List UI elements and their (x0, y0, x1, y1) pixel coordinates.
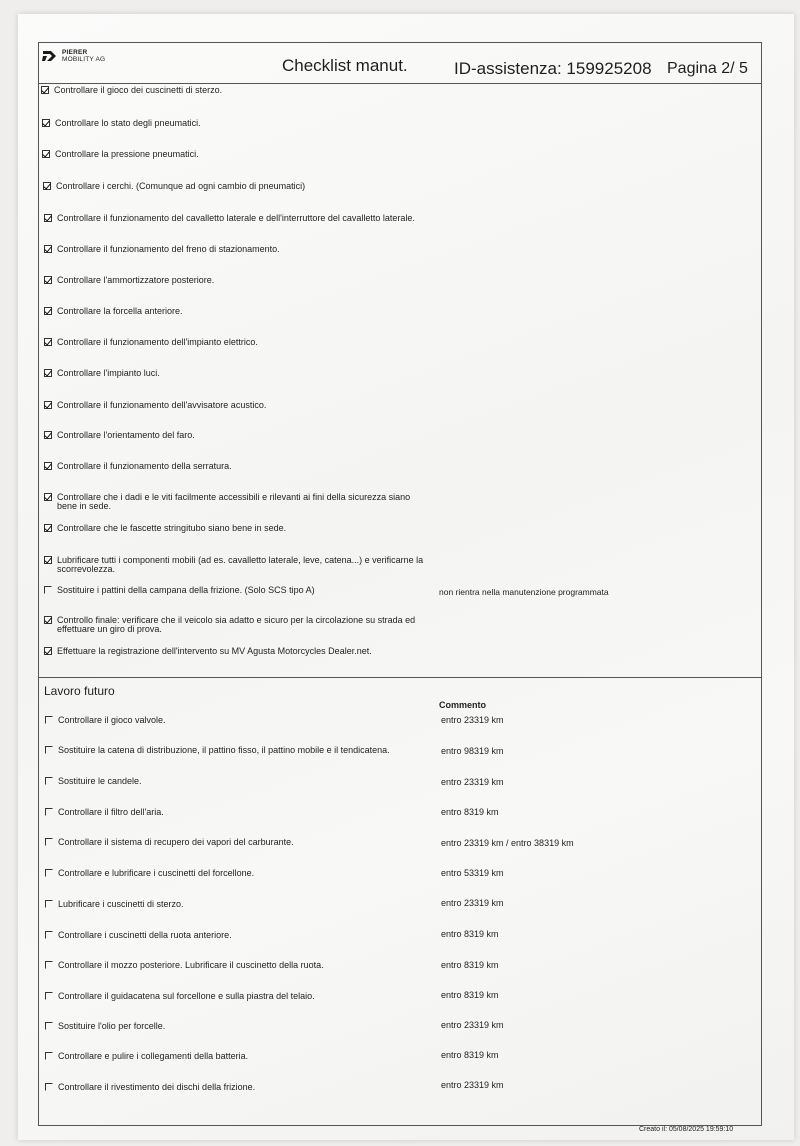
checkbox-icon[interactable] (44, 462, 52, 470)
checklist-item (44, 338, 258, 347)
checklist-item (44, 431, 195, 440)
logo-arrow-icon (42, 48, 58, 64)
future-work-comment: entro 8319 km (441, 807, 499, 817)
checkbox-icon[interactable] (44, 524, 52, 532)
checklist-item (44, 401, 266, 410)
checkbox-icon[interactable] (44, 245, 52, 253)
future-work-item (45, 777, 142, 786)
future-work-item-text: Controllare il gioco valvole. (58, 715, 166, 725)
checklist-item-text: Controllare il funzionamento del cavalletto laterale e dell'interruttore del cavalletto laterale. (57, 213, 415, 223)
checkbox-icon[interactable] (44, 431, 52, 439)
checklist-item-text: Effettuare la registrazione dell'intervento su MV Agusta Motorcycles Dealer.net. (57, 646, 372, 656)
checkbox-icon[interactable] (45, 746, 53, 754)
checkbox-icon[interactable] (44, 401, 52, 409)
checkbox-icon[interactable] (42, 150, 50, 158)
checklist-item (44, 586, 315, 595)
checklist-item (42, 119, 201, 128)
checklist-item-text: Controllare che i dadi e le viti facilmente accessibili e rilevanti ai fini della sicurezza siano bene in sede. (57, 492, 411, 511)
future-work-item (45, 900, 184, 909)
checkbox-icon[interactable] (43, 182, 51, 190)
future-work-comment: entro 23319 km (441, 898, 504, 908)
future-work-comment: entro 8319 km (441, 1050, 499, 1060)
future-work-item (45, 838, 294, 847)
checkbox-icon[interactable] (44, 493, 52, 501)
checkbox-icon[interactable] (44, 276, 52, 284)
checkbox-icon[interactable] (45, 1022, 53, 1030)
future-work-item-text: Controllare il mozzo posteriore. Lubrificare il cuscinetto della ruota. (58, 960, 324, 970)
checkbox-icon[interactable] (44, 616, 52, 624)
checklist-item-text: Controllo finale: verificare che il veicolo sia adatto e sicuro per la circolazione su strada ed effettuare un giro di prova. (57, 615, 416, 634)
checklist-item (44, 307, 183, 316)
checkbox-icon[interactable] (45, 900, 53, 908)
future-work-comment: entro 23319 km (441, 1080, 504, 1090)
checklist-item (44, 245, 280, 254)
checkbox-icon[interactable] (45, 1083, 53, 1091)
future-work-comment: entro 23319 km (441, 777, 504, 787)
future-work-comment: entro 53319 km (441, 868, 504, 878)
future-work-item-text: Controllare il guidacatena sul forcellone e sulla piastra del telaio. (58, 991, 315, 1001)
checklist-item-text: Controllare il gioco dei cuscinetti di sterzo. (54, 85, 223, 95)
section-divider (38, 677, 762, 678)
future-work-item-text: Controllare il rivestimento dei dischi della frizione. (58, 1082, 256, 1092)
future-work-item (45, 746, 390, 755)
checkbox-icon[interactable] (44, 586, 52, 594)
future-work-item-text: Sostituire l'olio per forcelle. (58, 1021, 166, 1031)
future-work-item (45, 1083, 255, 1092)
checklist-item-text: Controllare il funzionamento dell'impianto elettrico. (57, 337, 258, 347)
future-work-item-text: Controllare il sistema di recupero dei vapori del carburante. (58, 837, 294, 847)
checklist-item-text: Sostituire i pattini della campana della frizione. (Solo SCS tipo A) (57, 585, 315, 595)
future-work-comment: entro 23319 km (441, 715, 504, 725)
checkbox-icon[interactable] (44, 556, 52, 564)
checklist-item (41, 86, 222, 95)
checklist-item-text: Controllare l'ammortizzatore posteriore. (57, 275, 215, 285)
checkbox-icon[interactable] (45, 777, 53, 785)
checkbox-icon[interactable] (44, 338, 52, 346)
checklist-item-text: Controllare il funzionamento dell'avvisatore acustico. (57, 400, 267, 410)
checklist-item (44, 214, 415, 223)
future-work-comment: entro 23319 km / entro 38319 km (441, 838, 574, 848)
checkbox-icon[interactable] (45, 992, 53, 1000)
checklist-item-text: Controllare la forcella anteriore. (57, 306, 183, 316)
future-work-item (45, 716, 166, 725)
checklist-item-text: Controllare l'impianto luci. (57, 368, 160, 378)
checklist-item-text: Controllare i cerchi. (Comunque ad ogni cambio di pneumatici) (56, 181, 306, 191)
checklist-item-text: Controllare che le fascette stringitubo siano bene in sede. (57, 523, 287, 533)
checklist-item (43, 182, 305, 191)
checkbox-icon[interactable] (44, 307, 52, 315)
future-work-item (45, 961, 324, 970)
checkbox-icon[interactable] (45, 808, 53, 816)
logo-line-2: MOBILITY AG (62, 56, 106, 63)
checkbox-icon[interactable] (41, 86, 49, 94)
checkbox-icon[interactable] (45, 1052, 53, 1060)
comment-column-header: Commento (439, 700, 486, 710)
checklist-item-text: Lubrificare tutti i componenti mobili (ad es. cavalletto laterale, leve, catena...) e verificarne la scorrevolezza. (57, 555, 424, 574)
future-work-item-text: Controllare il filtro dell'aria. (58, 807, 164, 817)
page-number: Pagina 2/ 5 (667, 60, 748, 77)
future-work-title: Lavoro futuro (44, 684, 115, 698)
checklist-item (44, 493, 427, 511)
checklist-item-text: Controllare il funzionamento del freno di stazionamento. (57, 244, 280, 254)
future-work-item-text: Controllare e lubrificare i cuscinetti del forcellone. (58, 868, 255, 878)
checklist-item (44, 647, 372, 656)
future-work-comment: entro 8319 km (441, 929, 499, 939)
future-work-comment: entro 98319 km (441, 746, 504, 756)
checklist-item (44, 462, 232, 471)
checkbox-icon[interactable] (44, 214, 52, 222)
checklist-item (44, 369, 160, 378)
future-work-item (45, 808, 164, 817)
checklist-item (44, 524, 286, 533)
company-logo (42, 48, 105, 64)
checklist-item-text: Controllare il funzionamento della serratura. (57, 461, 232, 471)
checkbox-icon[interactable] (45, 869, 53, 877)
checklist-item-text: Controllare lo stato degli pneumatici. (55, 118, 201, 128)
checkbox-icon[interactable] (45, 838, 53, 846)
checkbox-icon[interactable] (45, 931, 53, 939)
future-work-item-text: Sostituire le candele. (58, 776, 142, 786)
creation-timestamp: Creato il: 05/08/2025 19:59:10 (639, 1126, 734, 1133)
page-header (38, 42, 762, 84)
future-work-item-text: Controllare i cuscinetti della ruota anteriore. (58, 930, 232, 940)
future-work-item (45, 931, 232, 940)
future-work-item-text: Controllare e pulire i collegamenti della batteria. (58, 1051, 249, 1061)
checklist-item (44, 616, 427, 634)
future-work-comment: entro 23319 km (441, 1020, 504, 1030)
checkbox-icon[interactable] (45, 716, 53, 724)
page-title: Checklist manut. (282, 56, 408, 75)
checklist-item-text: Controllare la pressione pneumatici. (55, 149, 199, 159)
logo-line-1: PIERER (62, 48, 88, 56)
checklist-item (44, 556, 427, 574)
future-work-item (45, 992, 315, 1001)
future-work-item (45, 1052, 248, 1061)
checkbox-icon[interactable] (42, 119, 50, 127)
service-id: ID-assistenza: 159925208 (454, 59, 652, 78)
checklist-item-text: Controllare l'orientamento del faro. (57, 430, 195, 440)
checklist-item (42, 150, 199, 159)
checkbox-icon[interactable] (44, 369, 52, 377)
not-scheduled-note: non rientra nella manutenzione programmata (439, 587, 609, 597)
future-work-item (45, 869, 254, 878)
future-work-comment: entro 8319 km (441, 990, 499, 1000)
future-work-item-text: Sostituire la catena di distribuzione, il pattino fisso, il pattino mobile e il tendicatena. (58, 745, 390, 755)
checkbox-icon[interactable] (45, 961, 53, 969)
checkbox-icon[interactable] (44, 647, 52, 655)
future-work-comment: entro 8319 km (441, 960, 499, 970)
future-work-item (45, 1022, 165, 1031)
checklist-item (44, 276, 214, 285)
future-work-item-text: Lubrificare i cuscinetti di sterzo. (58, 899, 184, 909)
